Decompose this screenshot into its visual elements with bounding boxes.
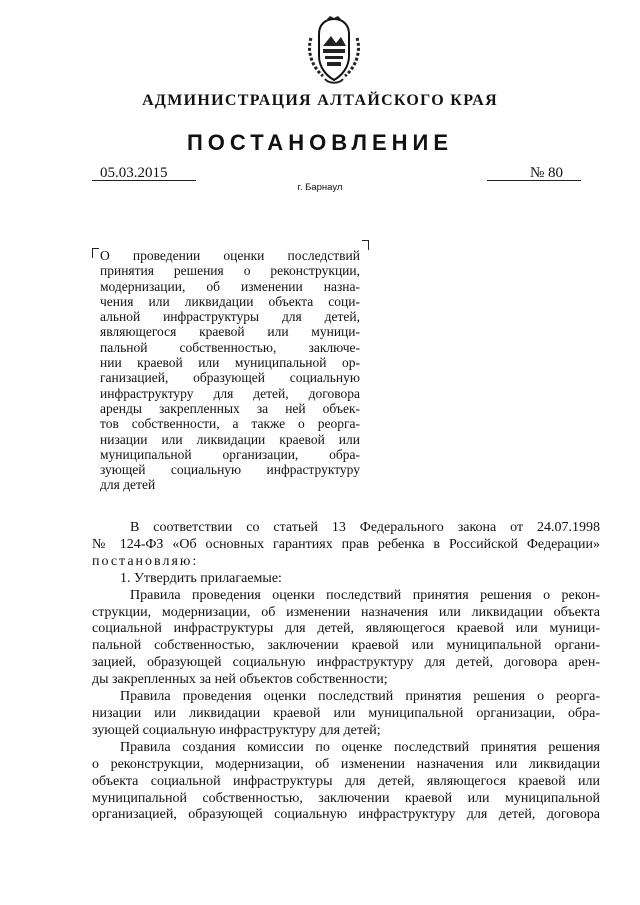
body-line: низации или ликвидации краевой или муниципальной организации, обра- [92, 705, 600, 721]
body-line: струкции, модернизации, об изменении назначения или ликвидации объекта [92, 604, 600, 620]
body-line: зацией, образующей социальную инфраструктуру для детей, договора арен- [92, 655, 600, 671]
subject-line: для детей [100, 477, 156, 493]
subject-line: ганизацией, образующей социальную [100, 370, 360, 386]
subject-bracket-right [362, 240, 369, 250]
body-line: организацией, образующей социальную инфраструктуру для детей, договора [92, 807, 600, 823]
coat-of-arms-emblem [303, 16, 365, 86]
subject-line: альной инфраструктуры для детей, [100, 309, 360, 325]
subject-bracket-left [92, 248, 99, 258]
subject-line: тов собственности, а также о реорга- [100, 416, 360, 432]
document-number: № 80 [530, 165, 564, 181]
body-line: Правила проведения оценки последствий принятия решения о рекон- [130, 587, 600, 603]
document-date: 05.03.2015 [100, 165, 168, 181]
body-line: объекта социальной инфраструктуры для детей, являющегося краевой или [92, 773, 600, 789]
subject-line: пальной собственностью, заключе- [100, 339, 360, 355]
decree-word: постановляю: [92, 553, 199, 569]
document-body [92, 520, 600, 824]
body-line: пальной собственностью, заключении краевой или муниципальной органи- [92, 638, 600, 654]
body-line: Правила проведения оценки последствий принятия решения о реорга- [120, 689, 600, 705]
city-label: г. Барнаул [297, 182, 343, 193]
subject-line: аренды закрепленных за ней объек- [100, 400, 360, 416]
body-line: Правила создания комиссии по оценке последствий принятия решения [120, 739, 600, 755]
document-type-title: ПОСТАНОВЛЕНИЕ [186, 130, 454, 155]
item-1-heading: 1. Утвердить прилагаемые: [120, 570, 282, 586]
subject-line: О проведении оценки последствий [100, 248, 360, 263]
subject-line: муниципальной организации, обра- [100, 446, 360, 462]
body-line: ды закрепленных за ней объектов собственности; [92, 672, 388, 688]
subject-line: низации или ликвидации краевой или [100, 431, 360, 447]
body-line: социальной инфраструктуры для детей, являющегося краевой или муници- [92, 621, 600, 637]
subject-line: зующей социальную инфраструктуру [100, 462, 360, 478]
subject-line: чения или ликвидации объекта соци- [100, 293, 360, 309]
body-line: зующей социальную инфраструктуру для детей; [92, 722, 381, 738]
subject-line: модернизации, об изменении назна- [100, 278, 360, 294]
body-line: муниципальной собственностью, заключении краевой или муниципальной [92, 790, 600, 806]
subject-line: принятия решения о реконструкции, [100, 263, 360, 279]
body-line: В соответствии со статьей 13 Федерального закона от 24.07.1998 [130, 520, 600, 535]
subject-line: являющегося краевой или муници- [100, 324, 360, 340]
body-line: о реконструкции, модернизации, об изменении назначения или ликвидации [92, 756, 600, 772]
subject-block [100, 248, 360, 493]
subject-line: инфраструктуру для детей, договора [100, 385, 360, 401]
organization-title: АДМИНИСТРАЦИЯ АЛТАЙСКОГО КРАЯ [142, 92, 498, 109]
body-line: № 124-ФЗ «Об основных гарантиях прав ребенка в Российской Федерации» [92, 536, 600, 552]
subject-line: нии краевой или муниципальной ор- [100, 355, 360, 371]
